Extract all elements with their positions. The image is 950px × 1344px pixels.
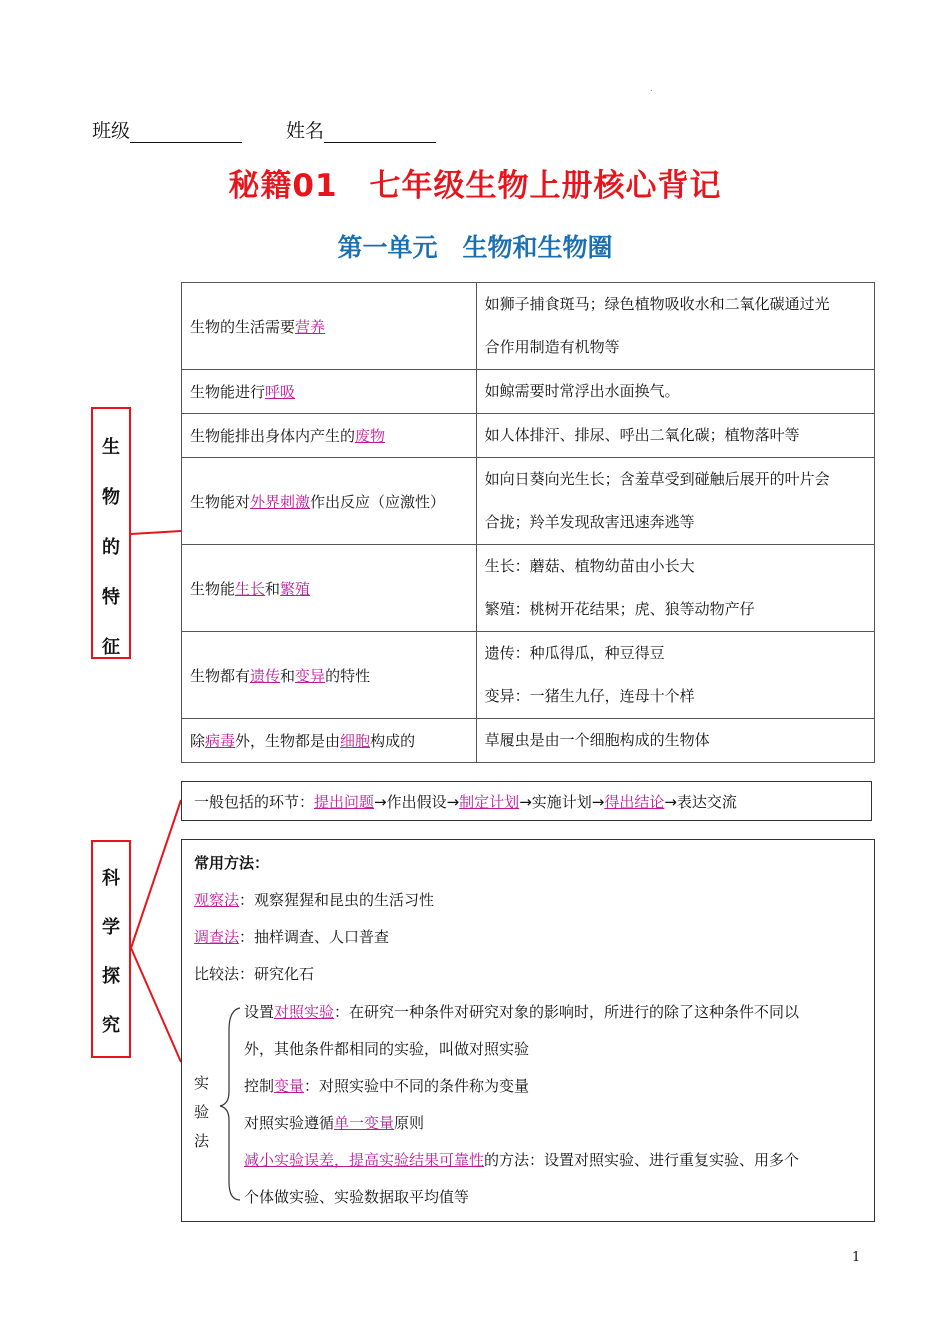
stray-dot: . [650, 84, 653, 93]
experiment-control-cont: 外，其他条件都相同的实验，叫做对照实验 [244, 1040, 530, 1058]
feature-pre: 生物的生活需要 [190, 317, 296, 336]
feature-h1: 营养 [295, 317, 326, 336]
unit-title: 第一单元 生物和生物圈 [337, 233, 613, 262]
page-title: 秘籍01 七年级生物上册核心背记 [228, 168, 722, 204]
experiment-control [244, 1001, 799, 1022]
experiment-reduce-error [244, 1149, 799, 1170]
inquiry-label-char: 学 [102, 917, 120, 938]
experiment-variable [244, 1075, 529, 1096]
observe-method [194, 889, 434, 910]
features-label-char: 生 [102, 437, 120, 458]
step-arrow-3: →表达交流 [664, 793, 737, 811]
feature-h1: 呼吸 [265, 383, 296, 401]
methods-connector [131, 948, 181, 1062]
steps-connector [131, 800, 181, 948]
step-plan: 制定计划 [459, 793, 520, 811]
example-line: 如狮子捕食斑马；绿色植物吸收水和二氧化碳通过光 [484, 295, 830, 313]
methods-title: 常用方法： [194, 854, 270, 872]
features-label-char: 征 [102, 637, 120, 658]
observe-text: ：观察猩猩和昆虫的生活习性 [239, 891, 435, 909]
experiment-single-variable [244, 1112, 424, 1133]
class-label: 班级 [92, 120, 131, 142]
step-arrow-2: →实施计划→ [519, 793, 605, 811]
feature-pre: 生物能进行 [190, 383, 266, 401]
feature-mid: 作出反应（应激性） [310, 492, 446, 511]
exp3-text: 原则 [394, 1114, 425, 1132]
step-arrow-1: →作出假设→ [374, 793, 460, 811]
exp1-text: ：在研究一种条件对研究对象的影响时，所进行的除了这种条件不同以 [334, 1003, 800, 1021]
features-connector [131, 531, 181, 534]
feature-mid: 和 [280, 666, 296, 685]
experiment-method-label [194, 1069, 209, 1156]
example-line: 草履虫是由一个细胞构成的生物体 [484, 731, 710, 749]
example-line: 如鲸需要时常浮出水面换气。 [484, 382, 680, 400]
features-label-char: 物 [102, 487, 120, 508]
feature-pre: 生物能对 [190, 492, 251, 511]
features-label-char: 特 [102, 587, 120, 608]
feature-mid: 和 [265, 579, 281, 598]
exp4-term: 减小实验误差，提高实验结果可靠性 [244, 1151, 485, 1169]
exp3-pre: 对照实验遵循 [244, 1114, 335, 1132]
example-line: 变异：一猪生九仔，连母十个样 [484, 687, 695, 705]
example-line: 繁殖：桃树开花结果；虎、狼等动物产仔 [484, 600, 755, 618]
example-line: 合拢；羚羊发现敌害迅速奔逃等 [484, 513, 695, 531]
methods-box [181, 839, 875, 1222]
feature-h1: 病毒 [205, 732, 236, 750]
inquiry-label-char: 科 [102, 868, 120, 889]
example-line: 遗传：种瓜得瓜，种豆得豆 [484, 644, 665, 662]
features-label-char: 的 [102, 537, 120, 558]
exp4-text: 的方法：设置对照实验、进行重复实验、用多个 [484, 1151, 800, 1169]
feature-h2: 变异 [295, 666, 326, 685]
experiment-label-char: 法 [194, 1132, 210, 1150]
step-conclusion: 得出结论 [604, 793, 665, 811]
exp3-term: 单一变量 [334, 1114, 395, 1132]
feature-h1: 外界刺激 [250, 492, 311, 511]
exp2-term: 变量 [274, 1077, 305, 1095]
survey-term: 调查法 [194, 928, 240, 946]
example-line: 生长：蘑菇、植物幼苗由小长大 [484, 557, 695, 575]
feature-pre: 生物都有 [190, 666, 251, 685]
survey-method [194, 926, 389, 947]
experiment-label-char: 验 [194, 1103, 210, 1121]
feature-post: 的特性 [325, 666, 371, 685]
steps-prefix: 一般包括的环节： [194, 793, 315, 811]
experiment-reduce-error-cont: 个体做实验、实验数据取平均值等 [244, 1188, 470, 1206]
feature-pre: 除 [190, 732, 206, 750]
exp1-pre: 设置 [244, 1003, 275, 1021]
observe-term: 观察法 [194, 891, 240, 909]
feature-post: 构成的 [370, 732, 416, 750]
feature-h1: 废物 [355, 427, 386, 445]
inquiry-label-char: 究 [102, 1015, 120, 1036]
exp1-term: 对照实验 [274, 1003, 335, 1021]
inquiry-steps [181, 781, 872, 821]
inquiry-label-char: 探 [102, 966, 120, 987]
example-line: 如人体排汗、排尿、呼出二氧化碳；植物落叶等 [484, 426, 800, 444]
survey-text: ：抽样调查、人口普查 [239, 928, 390, 946]
feature-h2: 繁殖 [280, 579, 311, 598]
feature-h1: 遗传 [250, 666, 281, 685]
feature-mid: 外，生物都是由 [235, 732, 341, 750]
feature-h1: 生长 [235, 579, 266, 598]
compare-method: 比较法：研究化石 [194, 965, 315, 983]
feature-pre: 生物能排出身体内产生的 [190, 427, 356, 445]
feature-pre: 生物能 [190, 579, 236, 598]
experiment-label-char: 实 [194, 1074, 210, 1092]
name-label: 姓名 [286, 120, 325, 142]
example-line: 合作用制造有机物等 [484, 338, 620, 356]
exp2-text: ：对照实验中不同的条件称为变量 [304, 1077, 530, 1095]
feature-h2: 细胞 [340, 732, 371, 750]
exp2-pre: 控制 [244, 1077, 275, 1095]
page-number: 1 [852, 1250, 861, 1265]
example-line: 如向日葵向光生长；含羞草受到碰触后展开的叶片会 [484, 470, 830, 488]
step-question: 提出问题 [314, 793, 375, 811]
